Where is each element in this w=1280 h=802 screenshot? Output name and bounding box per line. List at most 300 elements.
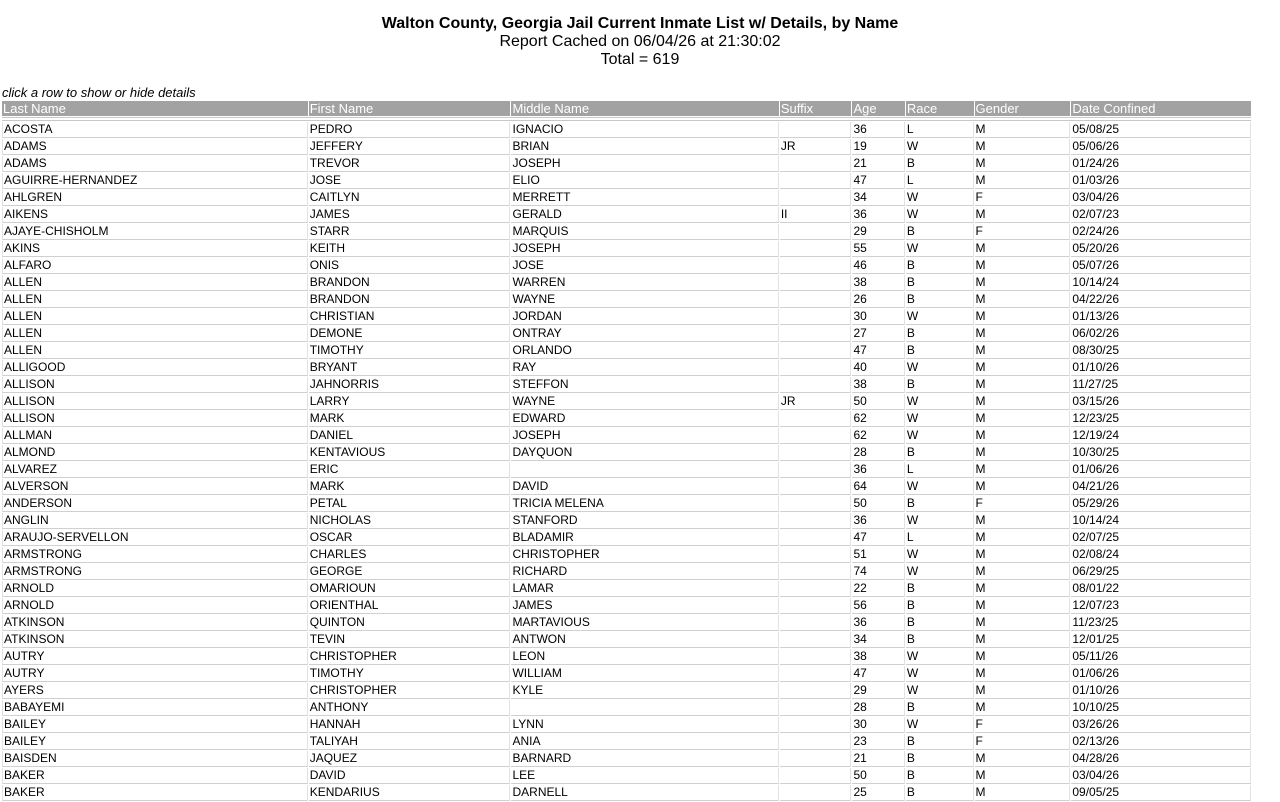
table-row[interactable] [2,292,1251,308]
cell-middle-name: LYNN [511,717,778,733]
table-row[interactable] [2,649,1251,665]
cell-date-confined: 02/07/23 [1071,207,1251,223]
cell-race: L [906,173,974,189]
cell-last-name: AIKENS [2,207,308,223]
cell-gender: M [975,139,1071,155]
cell-middle-name: DAVID [511,479,778,495]
report-title: Walton County, Georgia Jail Current Inmate List w/ Details, by Name [381,15,899,32]
cell-race: B [906,581,974,597]
cell-age: 74 [852,564,904,580]
cell-last-name: ALMOND [2,445,308,461]
cell-suffix [780,309,852,325]
cell-suffix [780,632,852,648]
cell-first-name: CHRISTIAN [309,309,511,325]
column-header-date-confined[interactable]: Date Confined [1071,101,1251,116]
cell-middle-name: WARREN [511,275,778,291]
cell-suffix [780,768,852,784]
table-row[interactable] [2,326,1251,342]
cell-race: L [906,530,974,546]
table-row[interactable] [2,343,1251,359]
table-row[interactable] [2,258,1251,274]
cell-last-name: AYERS [2,683,308,699]
cell-age: 22 [852,581,904,597]
cell-age: 55 [852,241,904,257]
table-row[interactable] [2,751,1251,767]
cell-race: L [906,462,974,478]
cell-suffix [780,700,852,716]
cell-date-confined: 05/11/26 [1071,649,1251,665]
cell-age: 47 [852,343,904,359]
cell-date-confined: 02/13/26 [1071,734,1251,750]
cell-middle-name: ORLANDO [511,343,778,359]
cell-suffix [780,428,852,444]
cell-last-name: AUTRY [2,666,308,682]
cell-race: W [906,547,974,563]
cell-date-confined: 10/14/24 [1071,513,1251,529]
cell-first-name: JAMES [309,207,511,223]
table-row[interactable] [2,615,1251,631]
table-row[interactable] [2,717,1251,733]
table-row[interactable] [2,513,1251,529]
cell-age: 28 [852,445,904,461]
cell-middle-name: STEFFON [511,377,778,393]
cell-first-name: TIMOTHY [309,343,511,359]
cell-suffix [780,258,852,274]
cell-suffix [780,530,852,546]
cell-last-name: ALLEN [2,309,308,325]
cell-last-name: ARNOLD [2,598,308,614]
cell-date-confined: 06/02/26 [1071,326,1251,342]
cell-suffix [780,751,852,767]
cell-suffix [780,717,852,733]
column-header-suffix[interactable]: Suffix [780,101,852,116]
cell-age: 34 [852,190,904,206]
cell-date-confined: 02/08/24 [1071,547,1251,563]
table-row[interactable] [2,598,1251,614]
cell-age: 26 [852,292,904,308]
cell-gender: M [975,173,1071,189]
cell-date-confined: 09/05/25 [1071,785,1251,801]
cell-first-name: OMARIOUN [309,581,511,597]
cell-race: W [906,139,974,155]
cell-date-confined: 12/23/25 [1071,411,1251,427]
cell-middle-name: GERALD [511,207,778,223]
cell-date-confined: 05/07/26 [1071,258,1251,274]
table-row[interactable] [2,462,1251,478]
cell-date-confined: 03/26/26 [1071,717,1251,733]
table-row[interactable] [2,190,1251,206]
table-row[interactable] [2,139,1251,155]
cell-first-name: OSCAR [309,530,511,546]
cell-first-name: CHRISTOPHER [309,683,511,699]
column-header-last-name[interactable]: Last Name [2,101,308,116]
cell-first-name: ERIC [309,462,511,478]
cell-race: W [906,683,974,699]
cell-middle-name: EDWARD [511,411,778,427]
cell-gender: M [975,122,1071,138]
cell-first-name: JOSE [309,173,511,189]
cell-middle-name: JOSEPH [511,241,778,257]
table-row[interactable] [2,275,1251,291]
cell-date-confined: 01/03/26 [1071,173,1251,189]
cell-first-name: STARR [309,224,511,240]
cell-middle-name: IGNACIO [511,122,778,138]
cell-last-name: ARMSTRONG [2,564,308,580]
table-row[interactable] [2,445,1251,461]
cell-suffix [780,224,852,240]
cell-last-name: ARMSTRONG [2,547,308,563]
cell-first-name: ONIS [309,258,511,274]
table-row[interactable] [2,224,1251,240]
cell-age: 38 [852,649,904,665]
cell-last-name: BAISDEN [2,751,308,767]
cell-suffix [780,462,852,478]
cell-first-name: MARK [309,411,511,427]
table-row[interactable] [2,241,1251,257]
cell-date-confined: 02/07/25 [1071,530,1251,546]
cell-date-confined: 08/30/25 [1071,343,1251,359]
cell-gender: M [975,445,1071,461]
cell-first-name: KENTAVIOUS [309,445,511,461]
cell-age: 62 [852,428,904,444]
cell-race: W [906,513,974,529]
report-header [0,0,1280,69]
cell-middle-name: WILLIAM [511,666,778,682]
cell-first-name: PEDRO [309,122,511,138]
cell-first-name: LARRY [309,394,511,410]
column-header-gender[interactable]: Gender [975,101,1071,116]
cell-last-name: AUTRY [2,649,308,665]
cell-middle-name: DAYQUON [511,445,778,461]
cell-middle-name: JAMES [511,598,778,614]
cell-race: B [906,224,974,240]
table-row[interactable] [2,632,1251,648]
cell-gender: M [975,581,1071,597]
table-row[interactable] [2,547,1251,563]
table-row[interactable] [2,564,1251,580]
cell-first-name: BRYANT [309,360,511,376]
table-row[interactable] [2,700,1251,716]
cell-gender: M [975,275,1071,291]
cell-race: B [906,496,974,512]
cell-suffix [780,479,852,495]
report-cached-timestamp: Report Cached on 06/04/26 at 21:30:02 [499,33,781,50]
cell-first-name: PETAL [309,496,511,512]
cell-middle-name: MERRETT [511,190,778,206]
cell-last-name: BAILEY [2,717,308,733]
cell-gender: F [975,734,1071,750]
cell-last-name: AJAYE-CHISHOLM [2,224,308,240]
cell-gender: M [975,615,1071,631]
cell-first-name: JAHNORRIS [309,377,511,393]
cell-date-confined: 05/06/26 [1071,139,1251,155]
cell-last-name: ANDERSON [2,496,308,512]
cell-date-confined: 01/06/26 [1071,462,1251,478]
cell-middle-name: BARNARD [511,751,778,767]
cell-gender: M [975,530,1071,546]
cell-middle-name: JORDAN [511,309,778,325]
cell-date-confined: 03/15/26 [1071,394,1251,410]
cell-first-name: KEITH [309,241,511,257]
cell-date-confined: 04/22/26 [1071,292,1251,308]
cell-race: B [906,343,974,359]
cell-race: B [906,326,974,342]
cell-age: 62 [852,411,904,427]
cell-date-confined: 01/10/26 [1071,683,1251,699]
cell-date-confined: 11/27/25 [1071,377,1251,393]
cell-gender: M [975,394,1071,410]
cell-first-name: TREVOR [309,156,511,172]
cell-race: B [906,275,974,291]
cell-suffix [780,666,852,682]
cell-middle-name: RAY [511,360,778,376]
cell-last-name: ARNOLD [2,581,308,597]
cell-age: 19 [852,139,904,155]
cell-age: 56 [852,598,904,614]
cell-gender: M [975,360,1071,376]
cell-gender: M [975,411,1071,427]
cell-middle-name: DARNELL [511,785,778,801]
cell-race: B [906,377,974,393]
cell-last-name: ALLEN [2,343,308,359]
cell-race: B [906,785,974,801]
cell-suffix [780,734,852,750]
cell-middle-name: ELIO [511,173,778,189]
cell-age: 38 [852,377,904,393]
cell-gender: F [975,190,1071,206]
cell-suffix [780,445,852,461]
cell-race: B [906,292,974,308]
cell-gender: M [975,343,1071,359]
table-row[interactable] [2,122,1251,138]
table-header-row [2,101,1251,116]
cell-suffix [780,343,852,359]
cell-middle-name: CHRISTOPHER [511,547,778,563]
cell-age: 50 [852,768,904,784]
cell-suffix [780,496,852,512]
cell-race: W [906,190,974,206]
cell-middle-name: STANFORD [511,513,778,529]
cell-race: W [906,411,974,427]
cell-middle-name: ANIA [511,734,778,750]
cell-suffix [780,241,852,257]
cell-date-confined: 03/04/26 [1071,190,1251,206]
cell-middle-name: ONTRAY [511,326,778,342]
cell-suffix [780,377,852,393]
cell-race: B [906,700,974,716]
cell-last-name: ATKINSON [2,632,308,648]
column-header-race[interactable]: Race [906,101,974,116]
cell-age: 30 [852,717,904,733]
cell-middle-name: RICHARD [511,564,778,580]
cell-race: B [906,632,974,648]
cell-age: 30 [852,309,904,325]
cell-age: 27 [852,326,904,342]
cell-middle-name: WAYNE [511,394,778,410]
cell-gender: F [975,717,1071,733]
cell-first-name: NICHOLAS [309,513,511,529]
cell-race: W [906,428,974,444]
cell-last-name: BABAYEMI [2,700,308,716]
cell-last-name: ALLMAN [2,428,308,444]
cell-first-name: ORIENTHAL [309,598,511,614]
table-row[interactable] [2,309,1251,325]
cell-first-name: ANTHONY [309,700,511,716]
cell-first-name: KENDARIUS [309,785,511,801]
cell-last-name: AGUIRRE-HERNANDEZ [2,173,308,189]
cell-suffix [780,598,852,614]
cell-gender: M [975,785,1071,801]
cell-suffix [780,156,852,172]
cell-age: 64 [852,479,904,495]
cell-gender: M [975,683,1071,699]
cell-age: 28 [852,700,904,716]
cell-race: W [906,649,974,665]
cell-age: 29 [852,683,904,699]
table-row[interactable] [2,207,1251,223]
cell-last-name: ALVAREZ [2,462,308,478]
cell-first-name: MARK [309,479,511,495]
cell-age: 40 [852,360,904,376]
cell-gender: M [975,207,1071,223]
cell-suffix [780,292,852,308]
cell-first-name: JEFFERY [309,139,511,155]
cell-age: 29 [852,224,904,240]
row-click-hint: click a row to show or hide details [2,85,196,100]
cell-date-confined: 03/04/26 [1071,768,1251,784]
cell-race: B [906,598,974,614]
column-header-age[interactable]: Age [852,101,904,116]
table-row[interactable] [2,666,1251,682]
table-row[interactable] [2,411,1251,427]
cell-age: 47 [852,530,904,546]
cell-first-name: TIMOTHY [309,666,511,682]
cell-middle-name: LEON [511,649,778,665]
cell-first-name: JAQUEZ [309,751,511,767]
cell-date-confined: 02/24/26 [1071,224,1251,240]
cell-middle-name: JOSEPH [511,428,778,444]
cell-middle-name: LAMAR [511,581,778,597]
table-row[interactable] [2,156,1251,172]
cell-last-name: ARAUJO-SERVELLON [2,530,308,546]
cell-last-name: ALLEN [2,326,308,342]
cell-suffix [780,547,852,563]
table-row[interactable] [2,785,1251,801]
header-divider [2,117,1251,121]
cell-date-confined: 10/10/25 [1071,700,1251,716]
cell-last-name: ALLEN [2,275,308,291]
table-row[interactable] [2,768,1251,784]
cell-first-name: TALIYAH [309,734,511,750]
table-row[interactable] [2,360,1251,376]
cell-gender: M [975,632,1071,648]
cell-first-name: DANIEL [309,428,511,444]
cell-suffix [780,564,852,580]
table-row[interactable] [2,496,1251,512]
cell-suffix [780,173,852,189]
cell-middle-name: KYLE [511,683,778,699]
table-row[interactable] [2,377,1251,393]
cell-last-name: ALLISON [2,411,308,427]
cell-gender: M [975,309,1071,325]
cell-suffix [780,513,852,529]
cell-race: W [906,666,974,682]
cell-age: 23 [852,734,904,750]
column-header-first-name[interactable]: First Name [309,101,511,116]
table-row[interactable] [2,734,1251,750]
table-row[interactable] [2,530,1251,546]
cell-age: 50 [852,496,904,512]
header-divider-cell [2,117,1251,121]
column-header-middle-name[interactable]: Middle Name [511,101,778,116]
cell-gender: F [975,224,1071,240]
cell-race: B [906,734,974,750]
cell-gender: M [975,513,1071,529]
cell-date-confined: 11/23/25 [1071,615,1251,631]
cell-suffix [780,275,852,291]
cell-first-name: CAITLYN [309,190,511,206]
cell-date-confined: 04/21/26 [1071,479,1251,495]
cell-age: 36 [852,462,904,478]
cell-gender: M [975,700,1071,716]
table-row[interactable] [2,581,1251,597]
cell-race: B [906,445,974,461]
cell-suffix [780,326,852,342]
cell-suffix [780,122,852,138]
table-row[interactable] [2,173,1251,189]
cell-middle-name: JOSE [511,258,778,274]
cell-gender: M [975,768,1071,784]
cell-first-name: CHRISTOPHER [309,649,511,665]
inmate-rows [2,122,1251,801]
cell-age: 36 [852,122,904,138]
cell-race: W [906,564,974,580]
cell-gender: M [975,292,1071,308]
cell-suffix [780,190,852,206]
cell-first-name: DAVID [309,768,511,784]
cell-gender: M [975,666,1071,682]
cell-gender: M [975,377,1071,393]
table-row[interactable] [2,683,1251,699]
cell-last-name: ADAMS [2,156,308,172]
cell-date-confined: 01/24/26 [1071,156,1251,172]
cell-first-name: CHARLES [309,547,511,563]
cell-suffix [780,683,852,699]
cell-gender: M [975,258,1071,274]
cell-race: W [906,309,974,325]
cell-gender: M [975,564,1071,580]
cell-age: 51 [852,547,904,563]
cell-first-name: DEMONE [309,326,511,342]
cell-age: 47 [852,173,904,189]
cell-middle-name [511,700,778,716]
table-row[interactable] [2,394,1251,410]
cell-suffix [780,360,852,376]
cell-middle-name: TRICIA MELENA [511,496,778,512]
cell-suffix: JR [780,394,852,410]
cell-first-name: HANNAH [309,717,511,733]
cell-middle-name: BRIAN [511,139,778,155]
cell-date-confined: 01/13/26 [1071,309,1251,325]
cell-last-name: ANGLIN [2,513,308,529]
cell-middle-name: BLADAMIR [511,530,778,546]
table-row[interactable] [2,479,1251,495]
cell-suffix [780,785,852,801]
cell-gender: M [975,479,1071,495]
cell-age: 36 [852,615,904,631]
table-row[interactable] [2,428,1251,444]
cell-race: W [906,360,974,376]
